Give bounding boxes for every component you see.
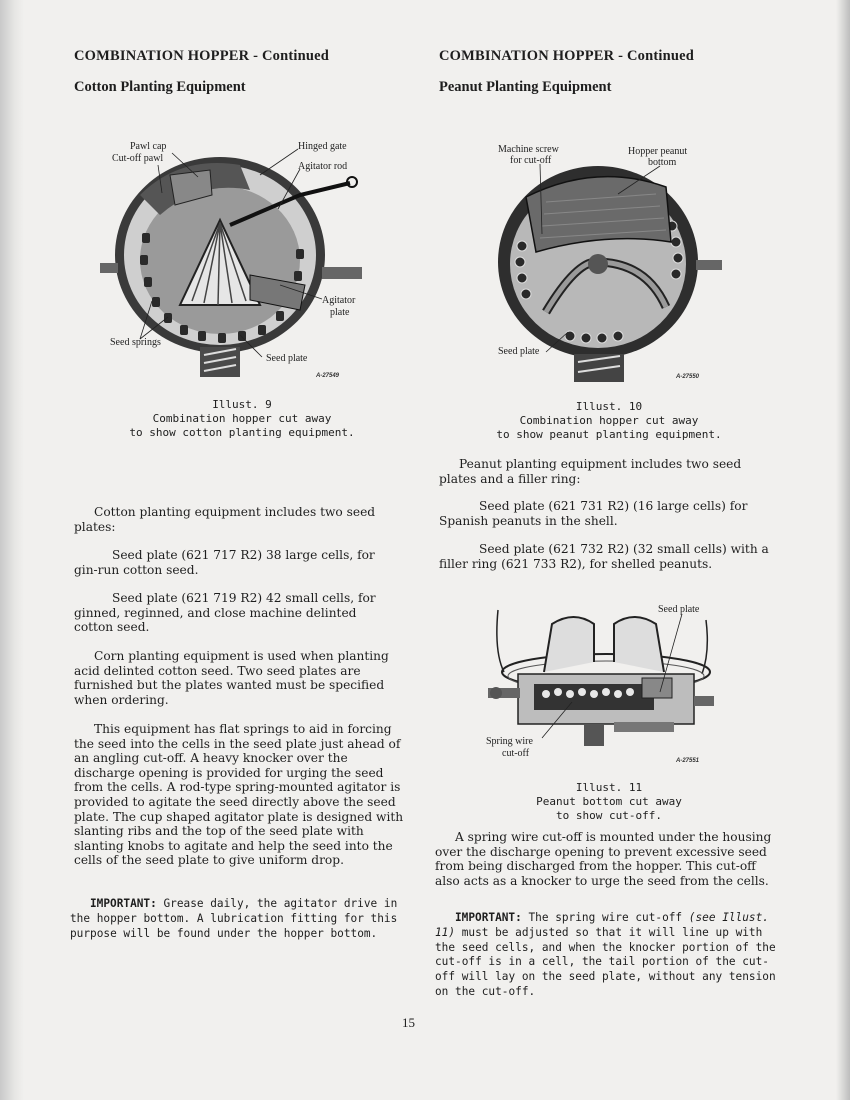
right-subsection-title: Peanut Planting Equipment <box>439 79 612 95</box>
illustration-11 <box>484 602 724 774</box>
caption-line: to show peanut planting equipment. <box>496 428 722 441</box>
caption-line: Combination hopper cut away <box>519 414 699 427</box>
important-text: The spring wire cut-off <box>528 911 683 924</box>
caption-line: to show cut-off. <box>556 809 662 822</box>
caption-line: to show cotton planting equipment. <box>129 426 355 439</box>
binding-shadow <box>0 0 24 1100</box>
paragraph: A spring wire cut-off is mounted under the housing over the discharge opening to prevent excessive seed from being discharged from the hopper. This cut-off also acts as a knocker to urge the seed from the cells. <box>435 830 772 888</box>
page-number: 15 <box>402 1015 415 1030</box>
paragraph: Corn planting equipment is used when planting acid delinted cotton seed. Two seed plates are furnished but the plates wanted must be specified when ordering. <box>74 649 389 707</box>
important-note <box>70 897 408 941</box>
caption-line: Peanut bottom cut away <box>536 795 682 808</box>
paragraph: Seed plate (621 732 R2) (32 small cells) with a filler ring (621 733 R2), for shelled peanuts. <box>439 542 769 571</box>
illustration-9 <box>100 135 370 385</box>
caption-line: Combination hopper cut away <box>152 412 332 425</box>
right-section-title: COMBINATION HOPPER - Continued <box>439 48 695 64</box>
figure-code: A-27549 <box>316 373 340 379</box>
caption-illust-11 <box>439 781 779 823</box>
paragraph: Seed plate (621 719 R2) 42 small cells, for ginned, reginned, and close machine delinted cotton seed. <box>74 591 376 635</box>
label-agitator-plate-1: Agitator <box>322 295 356 306</box>
label-seed-plate: Seed plate <box>498 346 540 357</box>
label-cutoff-pawl: Cut-off pawl <box>112 153 164 164</box>
page-edge-shadow <box>836 0 850 1100</box>
right-column <box>439 48 779 96</box>
paragraph: This equipment has flat springs to aid in forcing the seed into the cells in the seed plate just ahead of an angling cut-off. A heavy knocker over the discharge opening is provided for urging the seed from the cells. A rod-type spring-mounted agitator is provided to agitate the seed directly above the seed plate. The cup shaped agitator plate is designed with slanting ribs and the top of the seed plate with slanting knobs to agitate and help the seed into the cells of the seed plate to give uniform drop. <box>74 722 404 868</box>
figure-code: A-27551 <box>676 758 700 764</box>
important-text: must be adjusted so that it will line up with the seed cells, and when the knocker portion of the cut-off is in a cell, the tail portion of the cut-off will lay on the seed plate, without any tension on the cut-off. <box>435 925 776 998</box>
label-seed-springs: Seed springs <box>110 337 161 348</box>
left-section-title: COMBINATION HOPPER - Continued <box>74 48 330 64</box>
caption-illust-10 <box>439 400 779 442</box>
illustration-reference: (see Illust. 11) <box>435 911 769 939</box>
label-hopper-peanut-2: bottom <box>648 157 677 168</box>
illustration-10 <box>496 142 726 387</box>
caption-title: Illust. 11 <box>575 781 643 794</box>
label-spring-wire-2: cut-off <box>502 748 530 759</box>
important-label: IMPORTANT: <box>90 897 157 910</box>
label-machine-screw-1: Machine screw <box>498 144 559 155</box>
paragraph: Seed plate (621 717 R2) 38 large cells, for gin-run cotton seed. <box>74 548 375 577</box>
important-note <box>435 911 777 1000</box>
important-label: IMPORTANT: <box>455 911 522 924</box>
label-hinged-gate: Hinged gate <box>298 141 347 152</box>
caption-illust-9 <box>74 398 410 440</box>
left-column <box>74 48 410 96</box>
paragraph: Peanut planting equipment includes two seed plates and a filler ring: <box>439 457 742 486</box>
label-spring-wire-1: Spring wire <box>486 736 533 747</box>
label-agitator-rod: Agitator rod <box>298 161 348 172</box>
label-pawl-cap: Pawl cap <box>130 141 167 152</box>
label-machine-screw-2: for cut-off <box>510 155 552 166</box>
label-agitator-plate-2: plate <box>330 307 350 318</box>
caption-title: Illust. 10 <box>575 400 643 413</box>
important-text: Grease daily, the agitator drive in the hopper bottom. A lubrication fitting for this purpose will be found under the hopper bottom. <box>70 897 398 940</box>
left-subsection-title: Cotton Planting Equipment <box>74 79 246 95</box>
caption-title: Illust. 9 <box>212 398 272 411</box>
figure-code: A-27550 <box>676 374 700 380</box>
paragraph: Seed plate (621 731 R2) (16 large cells) for Spanish peanuts in the shell. <box>439 499 748 528</box>
label-seed-plate: Seed plate <box>658 604 700 615</box>
paragraph: Cotton planting equipment includes two seed plates: <box>74 505 376 534</box>
label-hopper-peanut-1: Hopper peanut <box>628 146 688 157</box>
label-seed-plate: Seed plate <box>266 353 308 364</box>
